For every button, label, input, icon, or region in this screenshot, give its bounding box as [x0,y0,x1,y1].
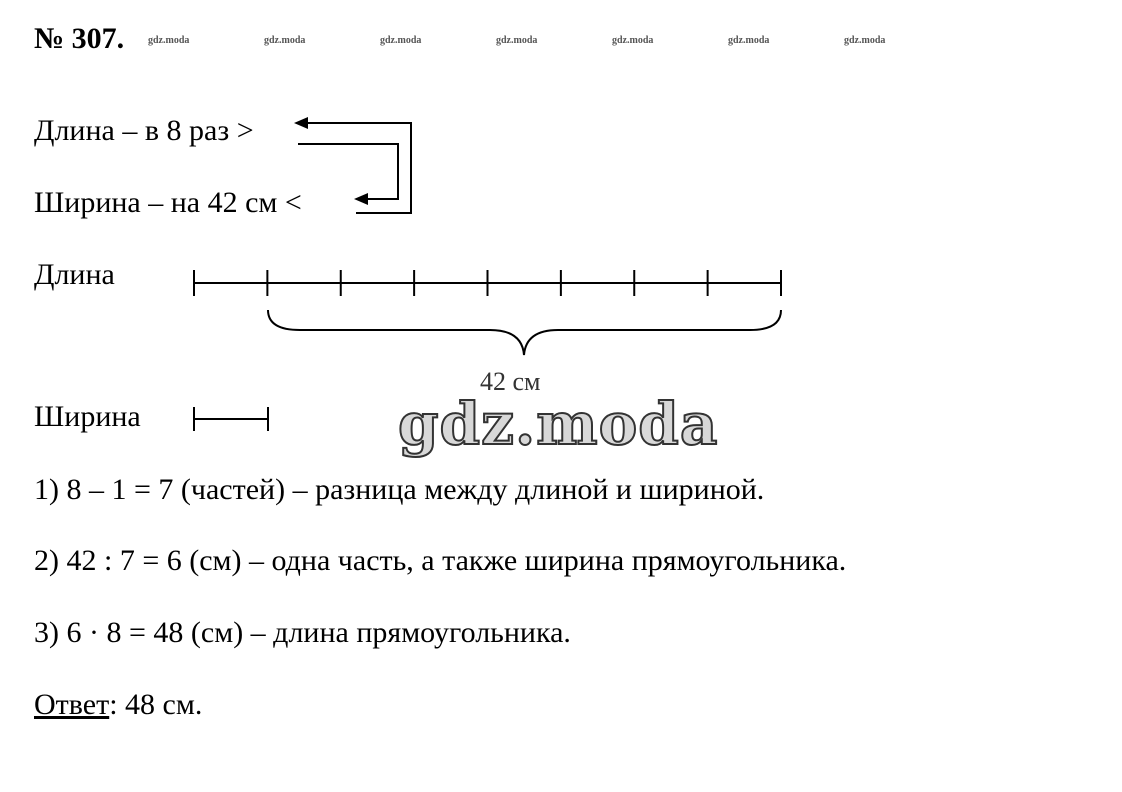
diagram-width-label: Ширина [34,400,141,433]
solution-step-1: 1) 8 – 1 = 7 (частей) – разница между длиной и шириной. [34,473,765,506]
watermark-small: gdz.moda [380,35,422,46]
watermark-small: gdz.moda [148,35,190,46]
diagram-length-label: Длина [34,258,115,291]
solution-step-3: 3) 6 · 8 = 48 (см) – длина прямоугольника. [34,616,571,649]
arrowhead-icon [294,117,308,129]
brace [268,310,781,355]
answer-value: 48 см. [117,688,203,721]
watermark-small: gdz.moda [844,35,886,46]
watermark-small: gdz.moda [612,35,654,46]
solution-step-2: 2) 42 : 7 = 6 (см) – одна часть, а также ширина прямоугольника. [34,544,847,577]
watermark-small: gdz.moda [496,35,538,46]
answer-separator: : [109,688,118,721]
watermark-logo: gdz.moda [398,390,719,458]
problem-number: № 307. [34,22,125,55]
arrowhead-icon [354,193,368,205]
answer-label: Ответ [34,688,110,721]
condition-length: Длина – в 8 раз > [34,114,254,147]
watermark-small: gdz.moda [264,35,306,46]
brace-label: 42 см [480,367,541,396]
comparison-arrow-inner [298,144,398,199]
watermark-small: gdz.moda [728,35,770,46]
condition-width: Ширина – на 42 см < [34,186,302,219]
answer [34,687,202,723]
